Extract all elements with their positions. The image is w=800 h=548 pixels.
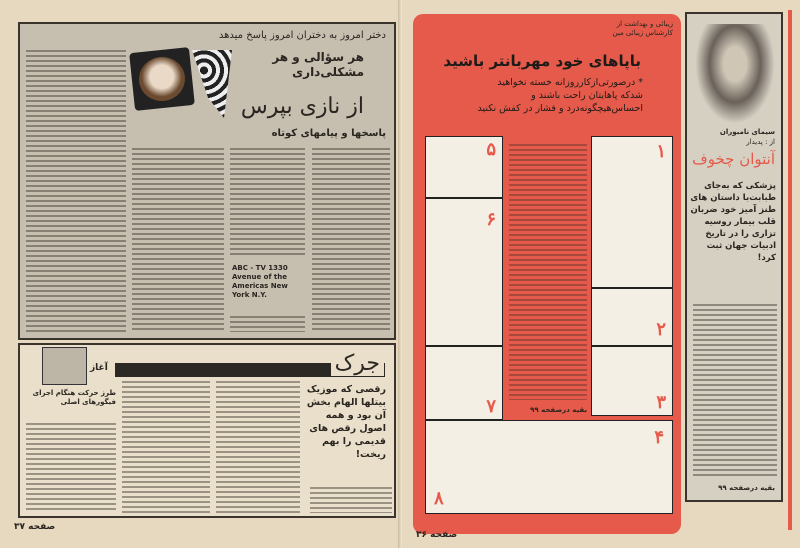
page-number-left: صفحه ۳۷ bbox=[14, 522, 56, 532]
text-column bbox=[230, 316, 305, 332]
article-intro: * درصورتی‌ازکارروزانه خسته نخواهید شدکه پاهایتان راحت باشند و احساس‌هیچگونه‌درد و فشار در کفش نکنید bbox=[477, 77, 643, 114]
continued-note: بقیه درصفحه ۹۹ bbox=[530, 406, 587, 414]
text-column bbox=[132, 148, 224, 332]
page-title: از نازی بپرس bbox=[240, 94, 364, 119]
illustration-1: ۱ bbox=[591, 136, 673, 288]
portrait-photo bbox=[129, 47, 195, 111]
illustration-5: ۵ bbox=[425, 136, 503, 198]
red-stripe bbox=[788, 10, 792, 530]
series-label: سیمای نامبوران bbox=[719, 128, 775, 136]
profile-name: آنتوان چخوف bbox=[692, 150, 775, 168]
sidebar-caption: طرز حرکت هنگام اجرای فیگورهای اصلی bbox=[32, 389, 116, 406]
chekhov-profile bbox=[685, 12, 783, 502]
section-heading: پاسخها و پیامهای کوتاه bbox=[271, 128, 386, 139]
text-column bbox=[216, 381, 300, 513]
text-column bbox=[26, 423, 116, 513]
sidebar-label: آغاز bbox=[90, 363, 108, 373]
profile-lead: پزشکی که به‌جای طبابت‌با داستان های طنز آمیز خود ضربان قلب بیمار روسیه تزاری را در تاریخ ادبیات جهان ثبت کرد! bbox=[690, 181, 776, 263]
kicker: زیبائی و بهداشت از کارشناس زیبائی مین bbox=[612, 20, 673, 37]
address-text: ABC - TV 1330 Avenue of the Americas New York N.Y. bbox=[232, 264, 288, 299]
subtitle: هر سؤالی و هر مشکلی‌داری bbox=[272, 50, 364, 79]
column-header: دختر امروز به دختران امروز پاسخ میدهد bbox=[218, 30, 386, 41]
text-column bbox=[693, 304, 777, 479]
chekhov-portrait bbox=[695, 24, 775, 124]
byline: از : پدیدار bbox=[746, 138, 775, 146]
article-title: باپاهای خود مهربانتر باشید bbox=[443, 52, 641, 70]
continued-note: بقیه درصفحه ۹۹ bbox=[718, 484, 775, 492]
illustration-2: ۲ bbox=[591, 288, 673, 346]
text-column bbox=[26, 50, 126, 332]
text-column bbox=[122, 381, 210, 513]
page-number-right: صفحه ۳۶ bbox=[416, 530, 458, 540]
text-column bbox=[310, 487, 392, 513]
article-lead: رقصی که موزیک بیتلها الهام بخش آن بود و همه اصول رقص های قدیمی را بهم ریخت! bbox=[306, 384, 386, 460]
text-column bbox=[312, 148, 390, 332]
illustration-7: ۷ bbox=[425, 346, 503, 420]
decorative-paisley bbox=[192, 50, 232, 118]
text-column bbox=[509, 144, 587, 400]
illustration-6: ۶ bbox=[425, 198, 503, 346]
text-column bbox=[230, 148, 305, 258]
illustration-3: ۳ bbox=[591, 346, 673, 416]
dancer-illustration bbox=[42, 347, 87, 385]
foot-care-article bbox=[413, 14, 681, 534]
ask-nazi-panel bbox=[18, 22, 396, 340]
jerk-article bbox=[18, 343, 396, 518]
page-gutter bbox=[398, 0, 402, 548]
article-title: جرک bbox=[331, 351, 384, 376]
illustration-8-and-4: ۸ ۴ bbox=[425, 420, 673, 514]
